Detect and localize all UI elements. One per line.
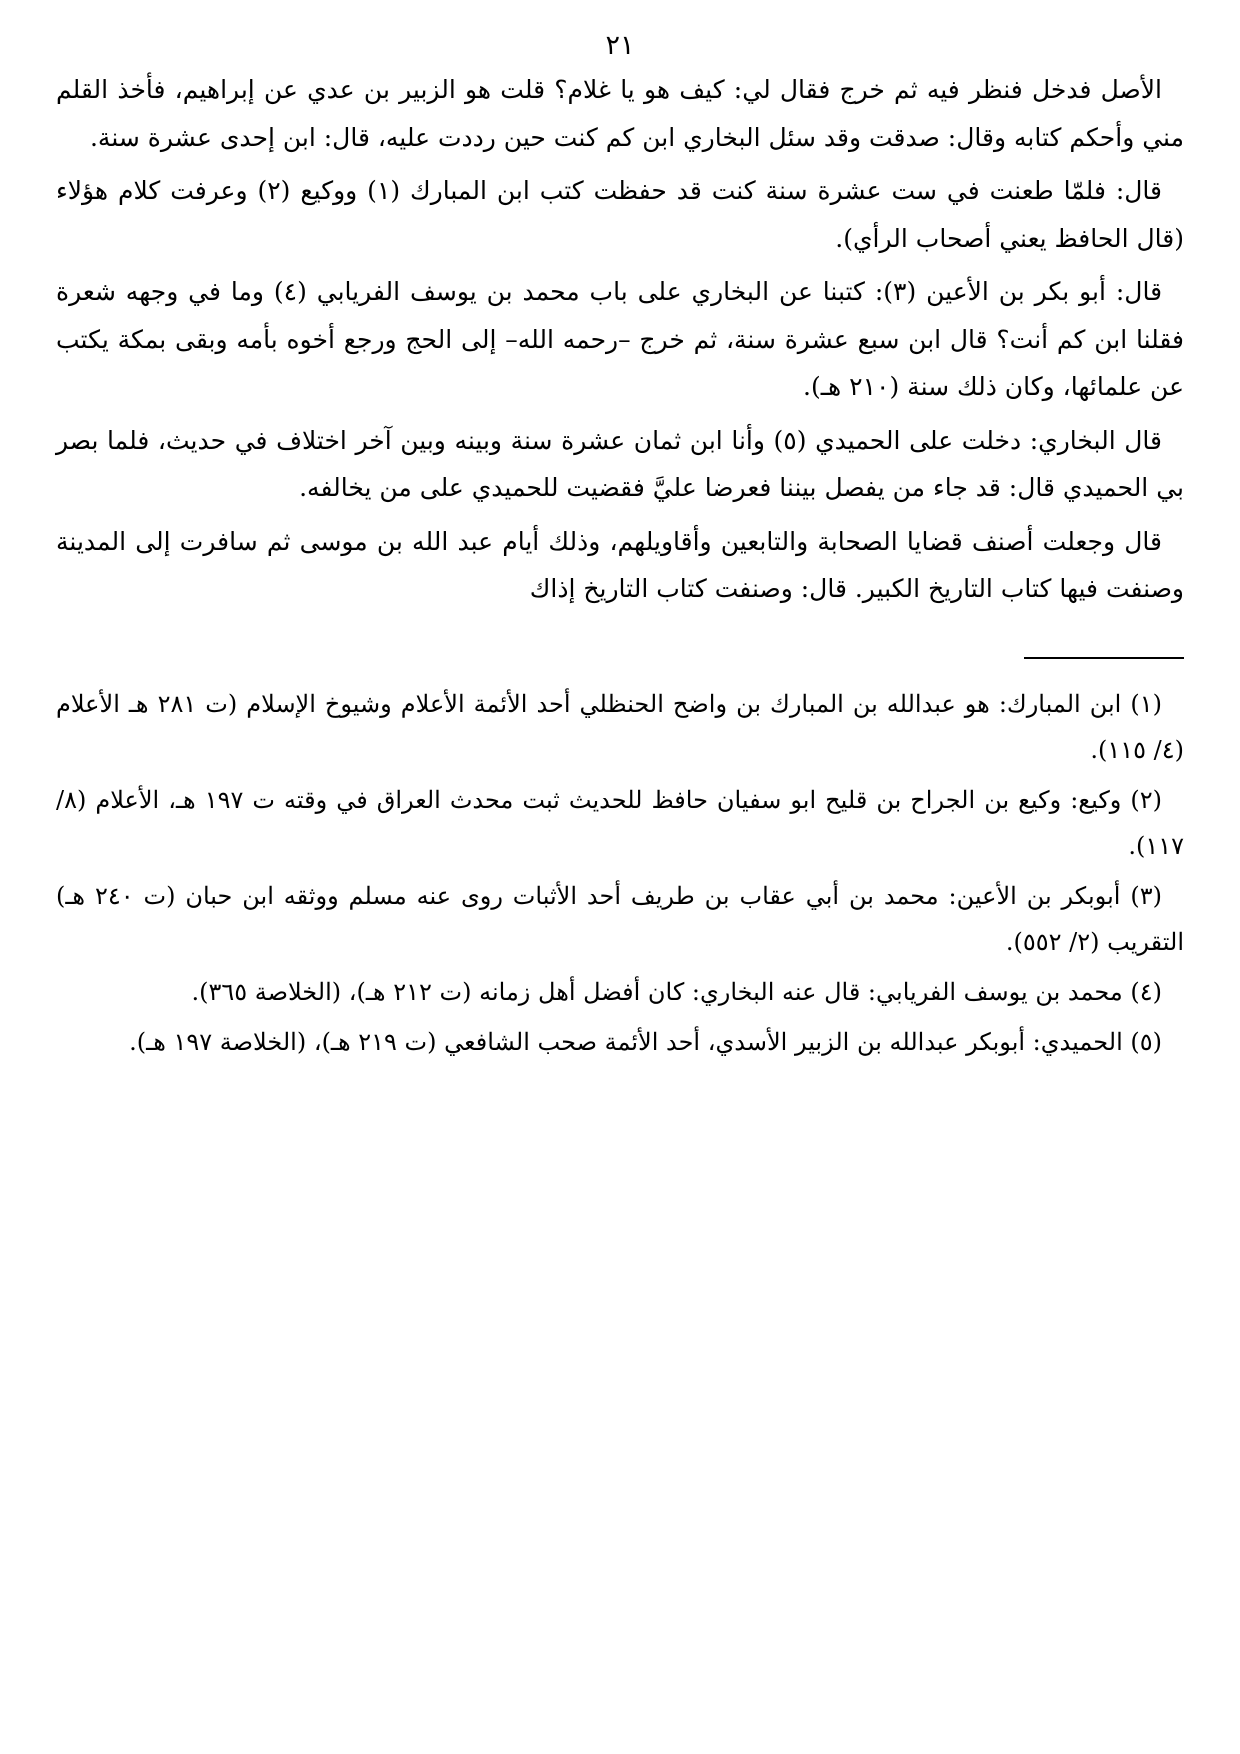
paragraph-3: قال: أبو بكر بن الأعين (٣): كتبنا عن البخاري على باب محمد بن يوسف الفريابي (٤) وما في وجهه شعرة فقلنا ابن كم أنت؟ قال ابن سبع عشرة سنة، ثم خرج –رحمه الله– إلى الحج ورجع أخوه بأمه وبقى بمكة يكتب عن علمائها، وكان ذلك سنة (٢١٠ هـ).: [56, 277, 1184, 401]
footnote-2: (٢) وكيع: وكيع بن الجراح بن قليح ابو سفيان حافظ للحديث ثبت محدث العراق في وقته ت ١٩٧ هـ، الأعلام (٨/ ١١٧).: [56, 785, 1184, 860]
footnote-1: (١) ابن المبارك: هو عبدالله بن المبارك بن واضح الحنظلي أحد الأئمة الأعلام وشيوخ الإسلام (ت ٢٨١ هـ الأعلام (٤/ ١١٥).: [56, 689, 1184, 764]
footnote-separator: [1024, 657, 1184, 659]
document-page: [56, 26, 1184, 1069]
paragraph-4: قال البخاري: دخلت على الحميدي (٥) وأنا ابن ثمان عشرة سنة وبينه وبين آخر اختلاف في حديث، فلما بصر بي الحميدي قال: قد جاء من يفصل بيننا فعرضا عليَّ فقضيت للحميدي على من يخالفه.: [56, 425, 1184, 502]
footnote-5: (٥) الحميدي: أبوبكر عبدالله بن الزبير الأسدي، أحد الأئمة صحب الشافعي (ت ٢١٩ هـ)، (الخلاصة ١٩٧ هـ).: [129, 1027, 1162, 1056]
paragraph-1: الأصل فدخل فنظر فيه ثم خرج فقال لي: كيف هو يا غلام؟ قلت هو الزبير بن عدي عن إبراهيم، فأخذ القلم مني وأحكم كتابه وقال: صدقت وقد سئل البخاري ابن كم كنت حين رددت عليه، قال: ابن إحدى عشرة سنة.: [56, 75, 1184, 152]
main-text: [56, 66, 1184, 613]
footnote-3: (٣) أبوبكر بن الأعين: محمد بن أبي عقاب بن طريف أحد الأثبات روى عنه مسلم ووثقه ابن حبان (ت ٢٤٠ هـ) التقريب (٢/ ٥٥٢).: [56, 881, 1184, 956]
paragraph-5: قال وجعلت أصنف قضايا الصحابة والتابعين وأقاويلهم، وذلك أيام عبد الله بن موسى ثم سافرت إلى المدينة وصنفت فيها كتاب التاريخ الكبير. قال: وصنفت كتاب التاريخ إذاك: [56, 526, 1184, 603]
footnote-4: (٤) محمد بن يوسف الفريابي: قال عنه البخاري: كان أفضل أهل زمانه (ت ٢١٢ هـ)، (الخلاصة ٣٦٥).: [191, 977, 1162, 1006]
paragraph-2: قال: فلمّا طعنت في ست عشرة سنة كنت قد حفظت كتب ابن المبارك (١) ووكيع (٢) وعرفت كلام هؤلاء (قال الحافظ يعني أصحاب الرأي).: [56, 176, 1184, 253]
footnote-separator-wrap: [56, 619, 1184, 681]
footnotes: [56, 681, 1184, 1065]
page-number: ٢١: [605, 30, 635, 61]
